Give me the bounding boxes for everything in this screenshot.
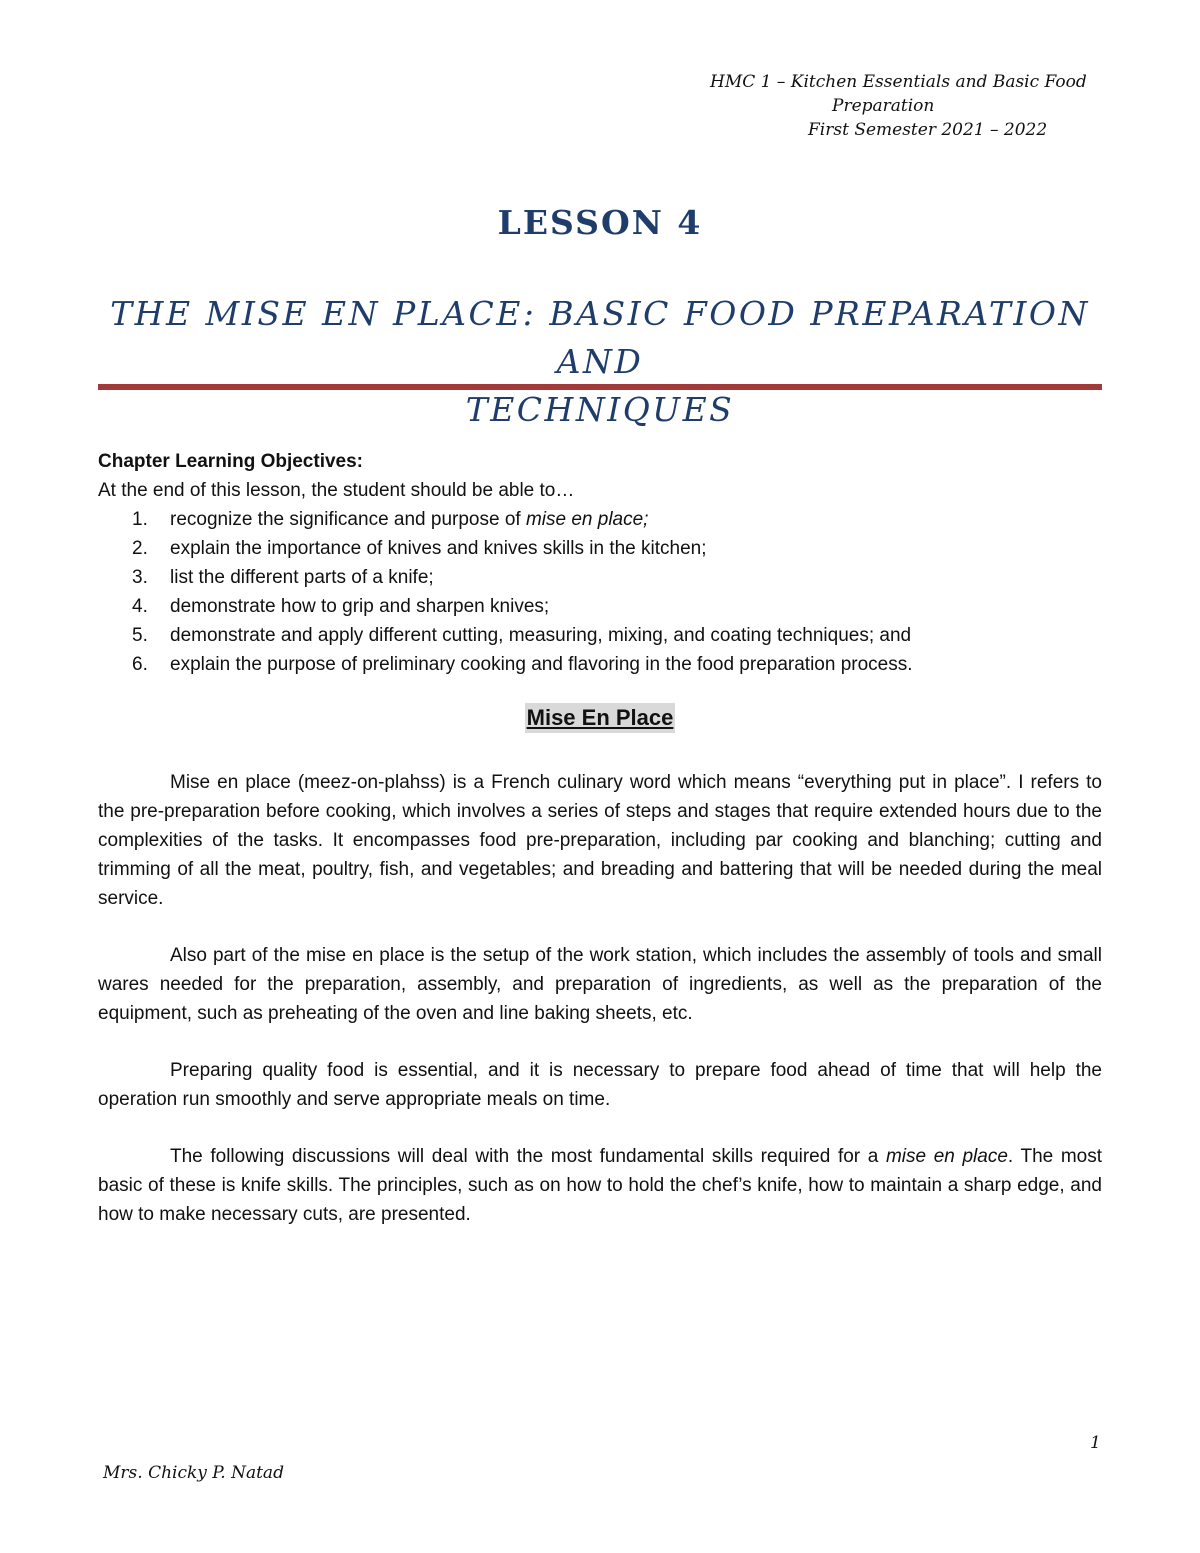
lesson-title-line2: TECHNIQUES	[465, 390, 735, 429]
paragraph-knife-skills-a: The following discussions will deal with the most fundamental skills required for a	[170, 1146, 886, 1167]
objective-text: demonstrate how to grip and sharpen knives;	[170, 596, 550, 617]
objective-text: list the different parts of a knife;	[170, 567, 434, 588]
objective-text: explain the importance of knives and knives skills in the kitchen;	[170, 538, 707, 559]
section-heading-text: Mise En Place	[525, 703, 676, 733]
lesson-label: LESSON 4	[497, 203, 703, 242]
objective-text: recognize the significance and purpose of	[170, 509, 526, 530]
objective-item	[98, 505, 1102, 534]
objectives-intro: At the end of this lesson, the student should be able to…	[98, 480, 575, 501]
header-course: HMC 1 – Kitchen Essentials and Basic Food	[710, 72, 1087, 92]
header-semester: First Semester 2021 – 2022	[808, 120, 1048, 140]
objective-text: explain the purpose of preliminary cooking and flavoring in the food preparation process.	[170, 654, 913, 675]
objective-number: 3.	[132, 567, 148, 588]
header-course-cont: Preparation	[832, 96, 935, 116]
page-number: 1	[1090, 1433, 1101, 1453]
objective-italic-term: mise en place;	[525, 509, 649, 530]
footer-author: Mrs. Chicky P. Natad	[103, 1463, 284, 1483]
body-text	[98, 768, 1102, 1257]
objective-item	[98, 650, 1102, 679]
paragraph-workstation: Also part of the mise en place is the setup of the work station, which includes the assembly of tools and small wares needed for the preparation, assembly, and preparation of ingredients, as well as the preparation of the equipment, such as preheating of the oven and line baking sheets, etc.	[98, 945, 1102, 1024]
paragraph-knife-skills-term: mise en place	[885, 1146, 1008, 1167]
objective-number: 5.	[132, 625, 148, 646]
paragraph-knife-skills-b: . The most basic of these is knife skills. The principles, such as on how to hold the chef’s knife, how to maintain a sharp edge, and how to make necessary cuts, are presented.	[98, 1146, 1103, 1225]
objective-number: 1.	[132, 509, 148, 530]
lesson-title-line1: THE MISE EN PLACE: BASIC FOOD PREPARATION AND	[110, 294, 1090, 381]
objective-item	[98, 592, 1102, 621]
objective-number: 4.	[132, 596, 148, 617]
section-heading	[0, 703, 1200, 733]
paragraph-quality: Preparing quality food is essential, and it is necessary to prepare food ahead of time that will help the operation run smoothly and serve appropriate meals on time.	[98, 1060, 1102, 1110]
objectives-heading: Chapter Learning Objectives:	[98, 451, 364, 472]
objective-item	[98, 534, 1102, 563]
objective-number: 2.	[132, 538, 148, 559]
title-divider	[98, 384, 1102, 390]
paragraph-knife-skills	[98, 1142, 1102, 1229]
learning-objectives	[98, 447, 1102, 679]
objective-number: 6.	[132, 654, 148, 675]
lesson-title	[100, 290, 1100, 434]
objectives-list	[98, 505, 1102, 679]
objective-item	[98, 621, 1102, 650]
objective-text: demonstrate and apply different cutting, measuring, mixing, and coating techniques; and	[170, 625, 912, 646]
paragraph-definition: Mise en place (meez-on-plahss) is a French culinary word which means “everything put in place”. I refers to the pre-preparation before cooking, which involves a series of steps and stages that require extended hours due to the complexities of the tasks. It encompasses food pre-preparation, including par cooking and blanching; cutting and trimming of all the meat, poultry, fish, and vegetables; and breading and battering that will be needed during the meal service.	[98, 772, 1102, 909]
objective-item	[98, 563, 1102, 592]
